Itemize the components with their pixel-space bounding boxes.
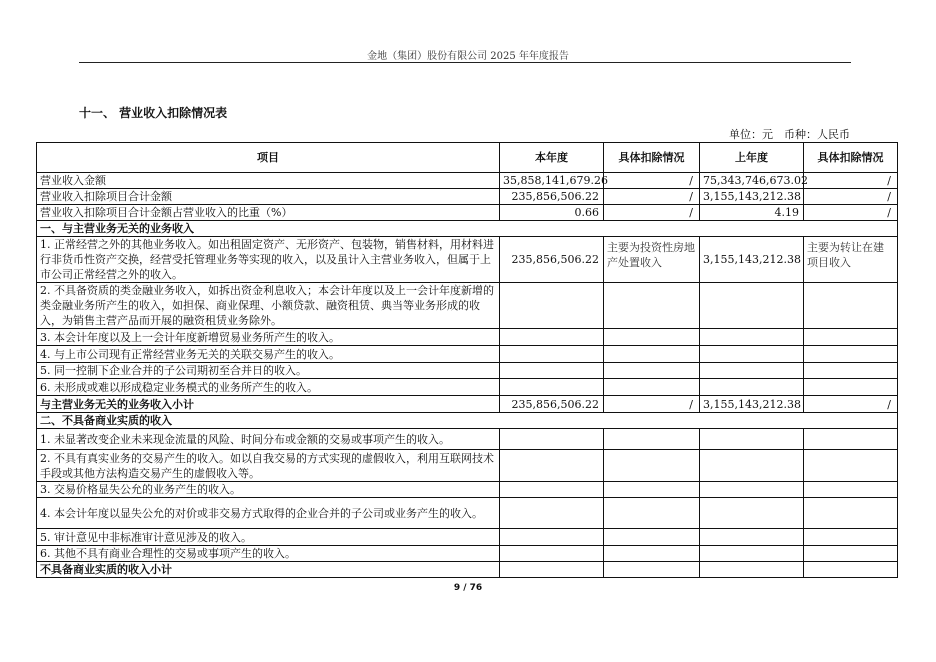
- revenue-deduction-table: [36, 142, 898, 578]
- current-year-cell: 0.66: [500, 205, 604, 221]
- item-cell: 6. 未形成或难以形成稳定业务模式的业务所产生的收入。: [37, 379, 500, 396]
- table-row: [37, 346, 898, 363]
- item-cell: 2. 不具备资质的类金融业务收入，如拆出资金利息收入；本会计年度以及上一会计年度新增的类金融业务所产生的收入，如担保、商业保理、小额贷款、融资租赁、典当等业务形成的收入，为销售主营产品而开展的融资租赁业务除外。: [37, 283, 500, 329]
- prior-deduction-cell: [804, 379, 898, 396]
- current-deduction-cell: /: [604, 396, 700, 413]
- prior-deduction-cell: [804, 429, 898, 450]
- table-row: [37, 205, 898, 221]
- current-deduction-cell: [604, 562, 700, 578]
- prior-deduction-cell: [804, 363, 898, 379]
- current-deduction-cell: [604, 546, 700, 562]
- current-year-cell: [500, 329, 604, 346]
- running-header: 金地（集团）股份有限公司 2025 年年度报告: [367, 51, 569, 62]
- current-year-cell: [500, 346, 604, 363]
- current-deduction-cell: [604, 329, 700, 346]
- current-year-cell: [500, 283, 604, 329]
- prior-deduction-cell: [804, 329, 898, 346]
- current-deduction-cell: [604, 529, 700, 546]
- current-year-cell: [500, 498, 604, 529]
- table-row: [37, 173, 898, 189]
- current-deduction-cell: [604, 379, 700, 396]
- current-deduction-cell: [604, 498, 700, 529]
- current-deduction-cell: /: [604, 205, 700, 221]
- table-row: [37, 189, 898, 205]
- current-year-cell: [500, 482, 604, 498]
- item-cell: 2. 不具有真实业务的交易产生的收入。如以自我交易的方式实现的虚假收入，利用互联网技术手段或其他方法构造交易产生的虚假收入等。: [37, 450, 500, 482]
- current-year-cell: [500, 429, 604, 450]
- section-label: 二、不具备商业实质的收入: [37, 413, 898, 429]
- item-cell: 5. 审计意见中非标准审计意见涉及的收入。: [37, 529, 500, 546]
- current-year-cell: [500, 363, 604, 379]
- prior-deduction-cell: /: [804, 205, 898, 221]
- section-row: [37, 413, 898, 429]
- table-header-row: [37, 143, 898, 173]
- subtotal-row: [37, 562, 898, 578]
- prior-deduction-cell: [804, 482, 898, 498]
- unit-currency-note: 单位：元 币种：人民币: [729, 128, 850, 141]
- prior-deduction-cell: [804, 562, 898, 578]
- current-year-cell: 35,858,141,679.26: [500, 173, 604, 189]
- section-row: [37, 221, 898, 237]
- current-year-cell: 235,856,506.22: [500, 396, 604, 413]
- prior-deduction-cell: [804, 346, 898, 363]
- col-header-item: 项目: [37, 143, 500, 173]
- table-row: [37, 329, 898, 346]
- prior-year-cell: [700, 283, 804, 329]
- current-deduction-cell: /: [604, 173, 700, 189]
- item-cell: 3. 交易价格显失公允的业务产生的收入。: [37, 482, 500, 498]
- table-row: [37, 237, 898, 283]
- current-deduction-cell: [604, 450, 700, 482]
- current-deduction-cell: [604, 346, 700, 363]
- current-year-cell: 235,856,506.22: [500, 189, 604, 205]
- col-header-prior-deduction: 具体扣除情况: [804, 143, 898, 173]
- item-cell: 营业收入扣除项目合计金额: [37, 189, 500, 205]
- item-cell: 6. 其他不具有商业合理性的交易或事项产生的收入。: [37, 546, 500, 562]
- item-cell: 4. 本会计年度以显失公允的对价或非交易方式取得的企业合并的子公司或业务产生的收入。: [37, 498, 500, 529]
- subtotal-row: [37, 396, 898, 413]
- prior-year-cell: 75,343,746,673.02: [700, 173, 804, 189]
- current-year-cell: [500, 379, 604, 396]
- table-row: [37, 450, 898, 482]
- item-cell: 5. 同一控制下企业合并的子公司期初至合并日的收入。: [37, 363, 500, 379]
- current-deduction-cell: [604, 283, 700, 329]
- col-header-prior-year: 上年度: [700, 143, 804, 173]
- item-cell: 营业收入金额: [37, 173, 500, 189]
- prior-year-cell: [700, 450, 804, 482]
- item-cell: 3. 本会计年度以及上一会计年度新增贸易业务所产生的收入。: [37, 329, 500, 346]
- prior-year-cell: [700, 482, 804, 498]
- prior-year-cell: 3,155,143,212.38: [700, 189, 804, 205]
- prior-deduction-cell: [804, 529, 898, 546]
- current-year-cell: [500, 562, 604, 578]
- current-year-cell: [500, 529, 604, 546]
- current-deduction-cell: [604, 482, 700, 498]
- prior-year-cell: [700, 379, 804, 396]
- current-year-cell: [500, 546, 604, 562]
- table-row: [37, 429, 898, 450]
- prior-year-cell: 3,155,143,212.38: [700, 396, 804, 413]
- current-year-cell: 235,856,506.22: [500, 237, 604, 283]
- current-deduction-cell: 主要为投资性房地产处置收入: [604, 237, 700, 283]
- table-row: [37, 379, 898, 396]
- prior-deduction-cell: /: [804, 396, 898, 413]
- current-deduction-cell: [604, 363, 700, 379]
- table-row: [37, 498, 898, 529]
- item-cell: 1. 正常经营之外的其他业务收入。如出租固定资产、无形资产、包装物，销售材料，用材料进行非货币性资产交换，经营受托管理业务等实现的收入，以及虽计入主营业务收入，但属于上市公司正常经营之外的收入。: [37, 237, 500, 283]
- table-row: [37, 529, 898, 546]
- current-deduction-cell: [604, 429, 700, 450]
- prior-deduction-cell: [804, 450, 898, 482]
- table-row: [37, 482, 898, 498]
- prior-deduction-cell: [804, 283, 898, 329]
- prior-year-cell: [700, 562, 804, 578]
- prior-year-cell: [700, 546, 804, 562]
- prior-deduction-cell: [804, 546, 898, 562]
- current-year-cell: [500, 450, 604, 482]
- current-deduction-cell: /: [604, 189, 700, 205]
- prior-year-cell: 3,155,143,212.38: [700, 237, 804, 283]
- page-number: 9 / 76: [453, 583, 483, 593]
- prior-year-cell: [700, 346, 804, 363]
- item-cell: 与主营业务无关的业务收入小计: [37, 396, 500, 413]
- section-title: 十一、 营业收入扣除情况表: [79, 106, 228, 120]
- prior-deduction-cell: /: [804, 173, 898, 189]
- prior-year-cell: 4.19: [700, 205, 804, 221]
- section-label: 一、与主营业务无关的业务收入: [37, 221, 898, 237]
- prior-deduction-cell: [804, 498, 898, 529]
- prior-year-cell: [700, 529, 804, 546]
- prior-deduction-cell: /: [804, 189, 898, 205]
- prior-year-cell: [700, 329, 804, 346]
- table-row: [37, 283, 898, 329]
- prior-year-cell: [700, 498, 804, 529]
- prior-year-cell: [700, 429, 804, 450]
- table-row: [37, 363, 898, 379]
- col-header-current-deduction: 具体扣除情况: [604, 143, 700, 173]
- table-row: [37, 546, 898, 562]
- item-cell: 4. 与上市公司现有正常经营业务无关的关联交易产生的收入。: [37, 346, 500, 363]
- item-cell: 1. 未显著改变企业未来现金流量的风险、时间分布或金额的交易或事项产生的收入。: [37, 429, 500, 450]
- item-cell: 营业收入扣除项目合计金额占营业收入的比重（%）: [37, 205, 500, 221]
- item-cell: 不具备商业实质的收入小计: [37, 562, 500, 578]
- header-divider: [79, 62, 851, 63]
- col-header-current-year: 本年度: [500, 143, 604, 173]
- prior-year-cell: [700, 363, 804, 379]
- prior-deduction-cell: 主要为转让在建项目收入: [804, 237, 898, 283]
